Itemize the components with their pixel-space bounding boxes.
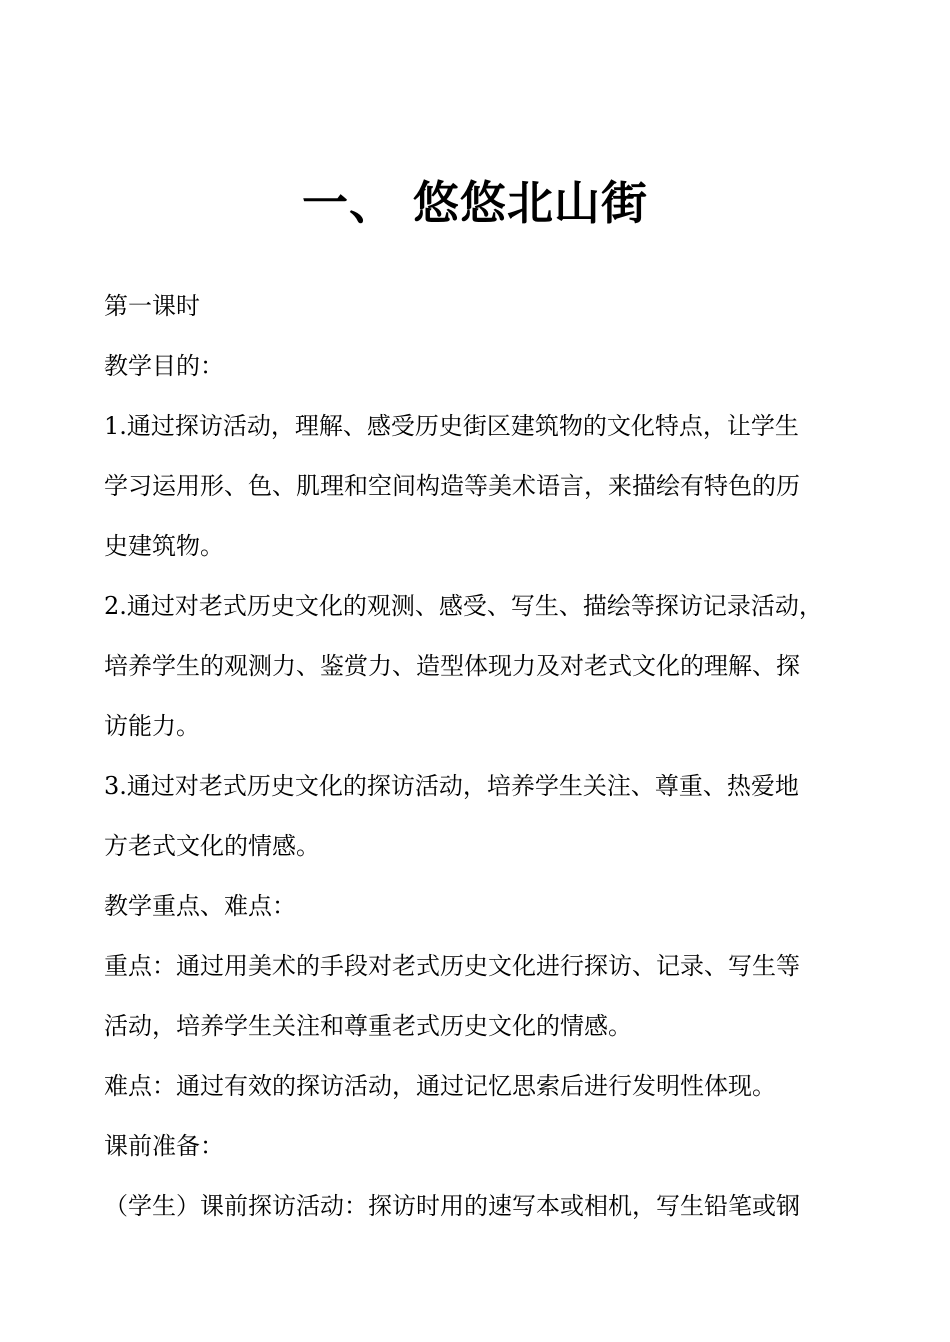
section-heading-key-points: 教学重点、难点： — [104, 892, 296, 920]
objective-1-line-3: 史建筑物。 — [104, 532, 224, 560]
objective-2-line-3: 访能力。 — [104, 712, 200, 740]
document-body — [104, 286, 864, 1246]
section-heading-preparation: 课前准备： — [104, 1132, 224, 1160]
lesson-period: 第一课时 — [104, 292, 200, 320]
objective-3-line-2: 方老式文化的情感。 — [104, 832, 320, 860]
key-point-line-2: 活动，培养学生关注和尊重老式历史文化的情感。 — [104, 1012, 632, 1040]
objective-2-line-1: 2.通过对老式历史文化的观测、感受、写生、描绘等探访记录活动， — [104, 592, 823, 620]
preparation-line-1: （学生）课前探访活动：探访时用的速写本或相机，写生铅笔或钢 — [104, 1192, 800, 1220]
objective-1-line-1: 1.通过探访活动，理解、感受历史街区建筑物的文化特点，让学生 — [104, 412, 799, 440]
objective-2-line-2: 培养学生的观测力、鉴赏力、造型体现力及对老式文化的理解、探 — [104, 652, 800, 680]
key-point-line-1: 重点：通过用美术的手段对老式历史文化进行探访、记录、写生等 — [104, 952, 800, 980]
section-heading-objectives: 教学目的： — [104, 352, 224, 380]
document-title: 一、 悠悠北山街 — [301, 176, 648, 230]
difficulty-line: 难点：通过有效的探访活动，通过记忆思索后进行发明性体现。 — [104, 1072, 776, 1100]
objective-1-line-2: 学习运用形、色、肌理和空间构造等美术语言，来描绘有特色的历 — [104, 472, 800, 500]
objective-3-line-1: 3.通过对老式历史文化的探访活动，培养学生关注、尊重、热爱地 — [104, 772, 799, 800]
